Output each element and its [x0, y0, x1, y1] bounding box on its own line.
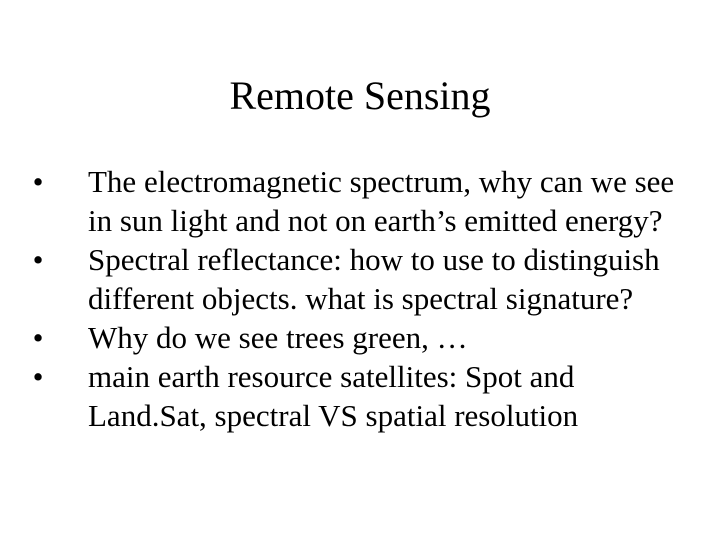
bullet-list — [28, 162, 688, 435]
bullet-item — [28, 162, 688, 240]
bullet-dot-icon: • — [32, 359, 44, 394]
bullet-text: The electromagnetic spectrum, why can we see in sun light and not on earth’s emitted energy? — [88, 164, 675, 238]
bullet-text: main earth resource satellites: Spot and Land.Sat, spectral VS spatial resolution — [88, 359, 579, 433]
bullet-text: Why do we see trees green, … — [88, 320, 468, 355]
bullet-item — [28, 240, 688, 318]
bullet-item — [28, 357, 688, 435]
bullet-text: Spectral reflectance: how to use to distinguish different objects. what is spectral signature? — [88, 242, 660, 316]
bullet-dot-icon: • — [32, 320, 44, 355]
slide-title: Remote Sensing — [229, 73, 491, 118]
bullet-dot-icon: • — [32, 164, 44, 199]
bullet-dot-icon: • — [32, 242, 44, 277]
bullet-item — [28, 318, 688, 357]
